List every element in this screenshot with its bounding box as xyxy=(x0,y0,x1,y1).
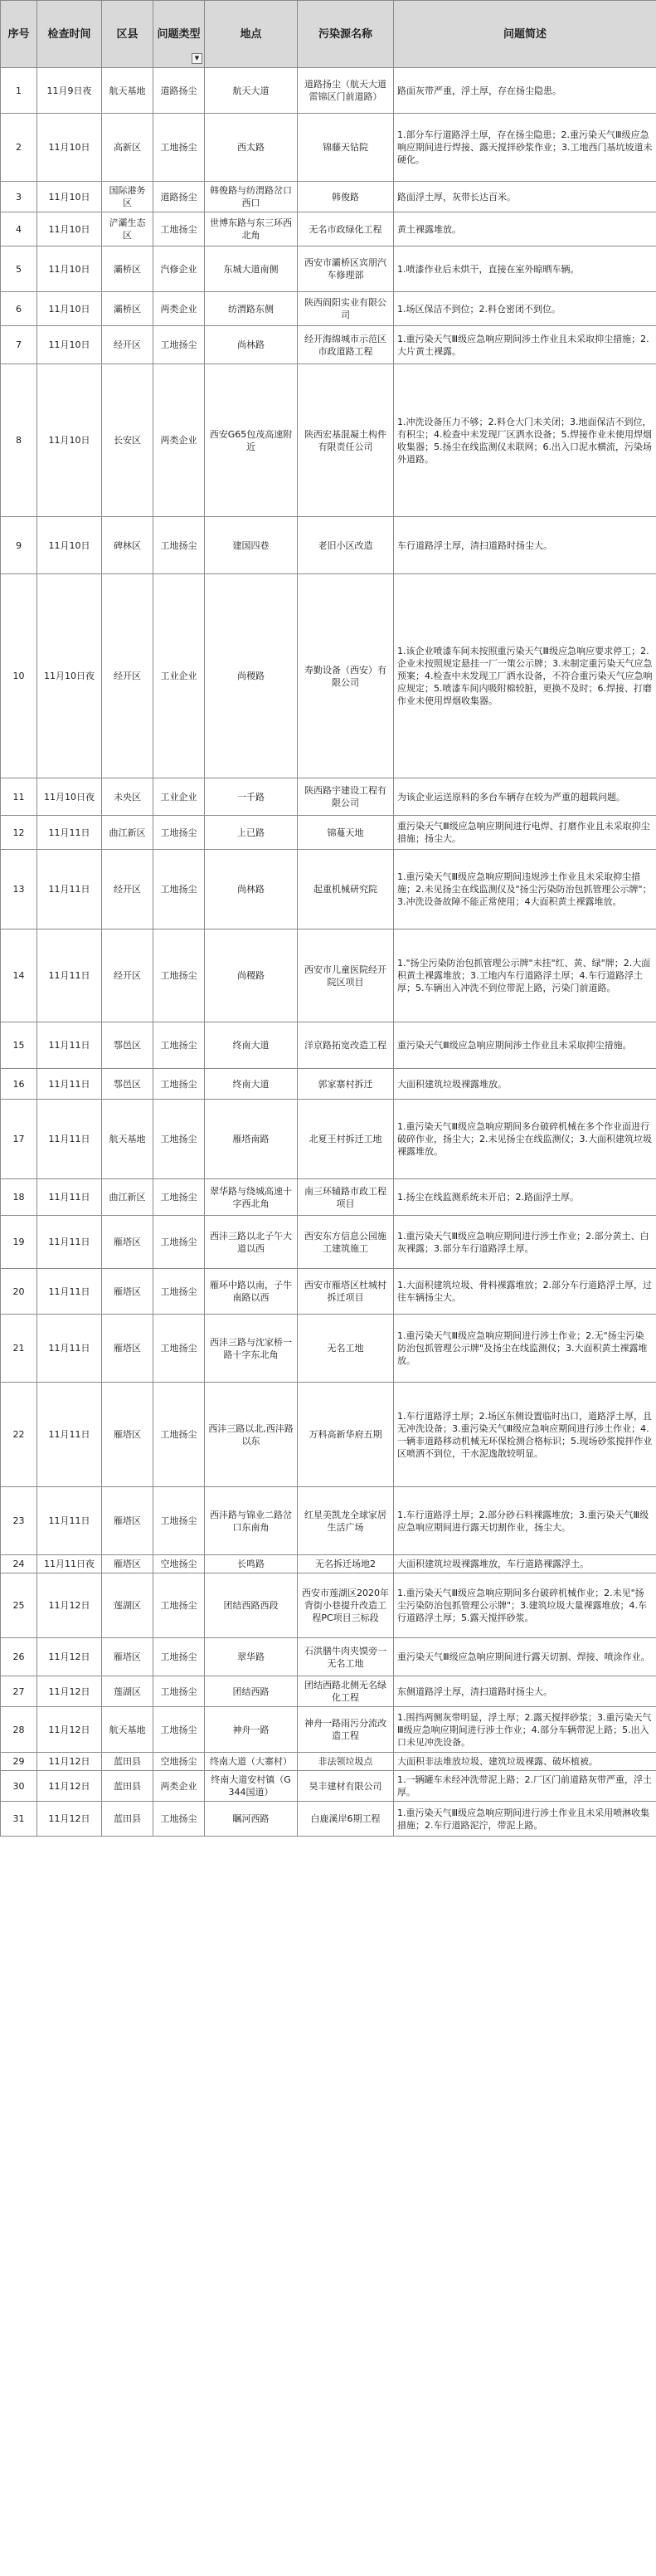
cell-district: 鄠邑区 xyxy=(102,1022,153,1069)
table-row xyxy=(1,1573,656,1638)
cell-type: 工业企业 xyxy=(153,574,205,778)
cell-type: 工地扬尘 xyxy=(153,1676,205,1707)
table-row xyxy=(1,1022,656,1069)
table-row xyxy=(1,1555,656,1573)
cell-source: 陕西路宇建设工程有限公司 xyxy=(298,778,394,816)
cell-desc: 1.重污染天气Ⅲ级应急响应期间多台破碎机械在多个作业面进行破碎作业，扬尘大；2.未见扬尘在线监测仪；3.大面积建筑垃圾裸露堆放。 xyxy=(394,1100,656,1179)
dropdown-filter-icon[interactable]: ▼ xyxy=(192,53,202,64)
cell-seq: 26 xyxy=(1,1638,37,1676)
table-row xyxy=(1,1802,656,1837)
cell-date: 11月10日 xyxy=(37,517,102,574)
cell-location: 神舟一路 xyxy=(205,1707,298,1753)
cell-date: 11月11日 xyxy=(37,1315,102,1383)
cell-source: 西安市儿童医院经开院区项目 xyxy=(298,929,394,1022)
cell-desc: 大面积建筑垃圾裸露堆放。 xyxy=(394,1069,656,1100)
cell-type: 两类企业 xyxy=(153,292,205,326)
cell-type: 工地扬尘 xyxy=(153,1022,205,1069)
cell-seq: 7 xyxy=(1,326,37,364)
cell-source: 团结西路北侧无名绿化工程 xyxy=(298,1676,394,1707)
cell-source: 西安市灞桥区宾朋汽车修理部 xyxy=(298,246,394,292)
cell-desc: 1."扬尘污染防治包抓管理公示牌"未挂"红、黄、绿"牌；2.大面积黄土裸露堆放；3.工地内车行道路浮土厚；4.车行道路浮土厚；5.车辆出入冲洗不到位带泥上路，污染门前道路。 xyxy=(394,929,656,1022)
cell-desc: 1.大面积建筑垃圾、骨料裸露堆放；2.部分车行道路浮土厚，过往车辆扬尘大。 xyxy=(394,1269,656,1315)
cell-location: 西安G65包茂高速附近 xyxy=(205,364,298,517)
cell-seq: 12 xyxy=(1,816,37,850)
cell-seq: 18 xyxy=(1,1179,37,1216)
cell-source: 陕西阎阳实业有限公司 xyxy=(298,292,394,326)
cell-type: 空地扬尘 xyxy=(153,1555,205,1573)
cell-date: 11月10日 xyxy=(37,114,102,182)
cell-desc: 1.扬尘在线监测系统未开启；2.路面浮土厚。 xyxy=(394,1179,656,1216)
cell-desc: 1.部分车行道路浮土厚，存在扬尘隐患；2.重污染天气Ⅲ级应急响应期间进行焊接、露天搅拌砂浆作业；3.工地西门基坑坡道未硬化。 xyxy=(394,114,656,182)
cell-date: 11月11日 xyxy=(37,929,102,1022)
cell-seq: 10 xyxy=(1,574,37,778)
cell-location: 尚稷路 xyxy=(205,929,298,1022)
table-row xyxy=(1,1487,656,1555)
cell-date: 11月12日 xyxy=(37,1753,102,1771)
cell-district: 雁塔区 xyxy=(102,1638,153,1676)
table-row xyxy=(1,1069,656,1100)
cell-district: 雁塔区 xyxy=(102,1269,153,1315)
cell-district: 雁塔区 xyxy=(102,1315,153,1383)
cell-seq: 21 xyxy=(1,1315,37,1383)
cell-source: 经开海绵城市示范区市政道路工程 xyxy=(298,326,394,364)
table-row xyxy=(1,212,656,246)
table-row xyxy=(1,182,656,212)
table-row xyxy=(1,1216,656,1269)
cell-location: 尚林路 xyxy=(205,850,298,929)
cell-desc: 1.一辆罐车未经冲洗带泥上路；2.厂区门前道路灰带严重，浮土厚。 xyxy=(394,1771,656,1802)
cell-district: 航天基地 xyxy=(102,1707,153,1753)
cell-desc: 路面浮土厚，灰带长达百米。 xyxy=(394,182,656,212)
cell-source: 西安市雁塔区杜城村拆迁项目 xyxy=(298,1269,394,1315)
cell-source: 白鹿溪岸6期工程 xyxy=(298,1802,394,1837)
cell-desc: 1.车行道路浮土厚；2.部分砂石料裸露堆放；3.重污染天气Ⅲ级应急响应期间进行露天切割作业，扬尘大。 xyxy=(394,1487,656,1555)
cell-seq: 8 xyxy=(1,364,37,517)
cell-type: 空地扬尘 xyxy=(153,1753,205,1771)
cell-seq: 1 xyxy=(1,68,37,114)
cell-type: 工地扬尘 xyxy=(153,929,205,1022)
table-row xyxy=(1,1753,656,1771)
cell-desc: 重污染天气Ⅲ级应急响应期间进行露天切割、焊接、喷涂作业。 xyxy=(394,1638,656,1676)
cell-desc: 大面积建筑垃圾裸露堆放，车行道路裸露浮土。 xyxy=(394,1555,656,1573)
cell-type: 工地扬尘 xyxy=(153,850,205,929)
cell-source: 神舟一路雨污分流改造工程 xyxy=(298,1707,394,1753)
cell-date: 11月11日 xyxy=(37,1383,102,1487)
cell-seq: 19 xyxy=(1,1216,37,1269)
cell-desc: 1.重污染天气Ⅲ级应急响应期间进行涉土作业且未采用喷淋收集措施；2.车行道路泥泞，带泥上路。 xyxy=(394,1802,656,1837)
cell-seq: 2 xyxy=(1,114,37,182)
cell-source: 锦藤天钻院 xyxy=(298,114,394,182)
cell-location: 终南大道 xyxy=(205,1022,298,1069)
cell-type: 工地扬尘 xyxy=(153,1638,205,1676)
cell-location: 翠华路与绕城高速十字西北角 xyxy=(205,1179,298,1216)
cell-seq: 24 xyxy=(1,1555,37,1573)
cell-district: 灞桥区 xyxy=(102,246,153,292)
cell-type: 工地扬尘 xyxy=(153,1383,205,1487)
cell-location: 团结西路 xyxy=(205,1676,298,1707)
table-row xyxy=(1,364,656,517)
cell-source: 北夏王村拆迁工地 xyxy=(298,1100,394,1179)
cell-location: 雁环中路以南，子牛南路以西 xyxy=(205,1269,298,1315)
table-row xyxy=(1,1638,656,1676)
cell-source: 韩俊路 xyxy=(298,182,394,212)
cell-seq: 4 xyxy=(1,212,37,246)
cell-location: 一千路 xyxy=(205,778,298,816)
cell-date: 11月10日 xyxy=(37,246,102,292)
cell-date: 11月11日 xyxy=(37,1100,102,1179)
cell-date: 11月11日 xyxy=(37,1269,102,1315)
cell-location: 团结西路西段 xyxy=(205,1573,298,1638)
cell-source: 郭家寨村拆迁 xyxy=(298,1069,394,1100)
table-row xyxy=(1,1315,656,1383)
table-row xyxy=(1,1707,656,1753)
cell-desc: 1.重污染天气Ⅲ级应急响应期间进行涉土作业；2.无"扬尘污染防治包抓管理公示牌"及扬尘在线监测仪；3.大面积黄土裸露堆放。 xyxy=(394,1315,656,1383)
cell-seq: 30 xyxy=(1,1771,37,1802)
cell-desc: 东侧道路浮土厚，清扫道路时扬尘大。 xyxy=(394,1676,656,1707)
cell-seq: 14 xyxy=(1,929,37,1022)
cell-type: 工地扬尘 xyxy=(153,517,205,574)
header-date: 检查时间 xyxy=(37,1,102,68)
cell-source: 非法领垃圾点 xyxy=(298,1753,394,1771)
cell-location: 纺渭路东侧 xyxy=(205,292,298,326)
cell-desc: 大面积非法堆放垃圾、建筑垃圾裸露、破坏植被。 xyxy=(394,1753,656,1771)
table-row xyxy=(1,1771,656,1802)
cell-date: 11月11日 xyxy=(37,816,102,850)
cell-date: 11月12日 xyxy=(37,1771,102,1802)
cell-seq: 16 xyxy=(1,1069,37,1100)
cell-desc: 1.重污染天气Ⅲ级应急响应期间多台破碎机械作业；2.未见"扬尘污染防治包抓管理公示牌"；3.建筑垃圾大量裸露堆放；4.车行道路浮土厚；5.露天搅拌砂浆。 xyxy=(394,1573,656,1638)
cell-type: 工地扬尘 xyxy=(153,1100,205,1179)
table-row xyxy=(1,1179,656,1216)
cell-desc: 1.围挡两侧灰带明显，浮土厚；2.露天搅拌砂浆；3.重污染天气Ⅲ级应急响应期间进行涉土作业；4.部分车辆带泥上路；5.出入口未见冲洗设备。 xyxy=(394,1707,656,1753)
cell-type: 工地扬尘 xyxy=(153,114,205,182)
cell-source: 老旧小区改造 xyxy=(298,517,394,574)
cell-seq: 3 xyxy=(1,182,37,212)
cell-location: 终南大道 xyxy=(205,1069,298,1100)
cell-location: 尚林路 xyxy=(205,326,298,364)
cell-district: 曲江新区 xyxy=(102,816,153,850)
cell-type: 工地扬尘 xyxy=(153,1216,205,1269)
cell-desc: 1.冲洗设备压力不够；2.料仓大门未关闭；3.地面保洁不到位，有积尘；4.检查中未发现厂区洒水设备；5.焊接作业未使用焊烟收集器；5.扬尘在线监测仪未联网；6.出入口泥水横流，污染场外道路。 xyxy=(394,364,656,517)
cell-district: 经开区 xyxy=(102,326,153,364)
table-row xyxy=(1,850,656,929)
cell-location: 世博东路与东三环西北角 xyxy=(205,212,298,246)
table-row xyxy=(1,68,656,114)
cell-location: 翠华路 xyxy=(205,1638,298,1676)
cell-seq: 25 xyxy=(1,1573,37,1638)
cell-district: 高新区 xyxy=(102,114,153,182)
cell-location: 东城大道南侧 xyxy=(205,246,298,292)
cell-source: 无名市政绿化工程 xyxy=(298,212,394,246)
cell-desc: 黄土裸露堆放。 xyxy=(394,212,656,246)
cell-district: 雁塔区 xyxy=(102,1555,153,1573)
cell-desc: 重污染天气Ⅲ级应急响应期间进行电焊、打磨作业且未采取抑尘措施；扬尘大。 xyxy=(394,816,656,850)
cell-district: 曲江新区 xyxy=(102,1179,153,1216)
cell-desc: 1.重污染天气Ⅲ级应急响应期间进行涉土作业；2.部分黄土、白灰裸露；3.部分车行道路浮土厚。 xyxy=(394,1216,656,1269)
cell-source: 西安东方信息公园施工建筑施工 xyxy=(298,1216,394,1269)
cell-desc: 1.该企业喷漆车间未按照重污染天气Ⅲ级应急响应要求停工；2.企业未按照规定悬挂一厂一策公示牌；3.未制定重污染天气应急预案；4.检查中未发现工厂洒水设备，不符合重污染天气应急响应规定；5.喷漆车间内吸附棉较脏，更换不及时；6.焊接、打磨作业未使用焊烟收集器。 xyxy=(394,574,656,778)
cell-location: 韩俊路与纺渭路岔口西口 xyxy=(205,182,298,212)
cell-type: 工地扬尘 xyxy=(153,1487,205,1555)
cell-date: 11月12日 xyxy=(37,1802,102,1837)
cell-source: 洋京路拓宽改造工程 xyxy=(298,1022,394,1069)
cell-location: 雁塔南路 xyxy=(205,1100,298,1179)
cell-district: 航天基地 xyxy=(102,1100,153,1179)
cell-district: 灞桥区 xyxy=(102,292,153,326)
cell-district: 蓝田县 xyxy=(102,1753,153,1771)
table-row xyxy=(1,292,656,326)
table-row xyxy=(1,778,656,816)
cell-location: 终南大道安村镇（G344国道） xyxy=(205,1771,298,1802)
cell-location: 西沣路与锦业二路岔口东南角 xyxy=(205,1487,298,1555)
table-row xyxy=(1,246,656,292)
header-seq: 序号 xyxy=(1,1,37,68)
cell-source: 锦蔓天地 xyxy=(298,816,394,850)
cell-district: 经开区 xyxy=(102,574,153,778)
cell-desc: 为该企业运送原料的多台车辆存在较为严重的超载问题。 xyxy=(394,778,656,816)
cell-type: 工地扬尘 xyxy=(153,1269,205,1315)
cell-date: 11月11日 xyxy=(37,1216,102,1269)
cell-district: 莲湖区 xyxy=(102,1573,153,1638)
cell-date: 11月11日 xyxy=(37,850,102,929)
cell-seq: 22 xyxy=(1,1383,37,1487)
cell-district: 雁塔区 xyxy=(102,1383,153,1487)
cell-date: 11月12日 xyxy=(37,1638,102,1676)
cell-date: 11月10日 xyxy=(37,212,102,246)
cell-seq: 5 xyxy=(1,246,37,292)
cell-date: 11月12日 xyxy=(37,1676,102,1707)
cell-location: 尚稷路 xyxy=(205,574,298,778)
cell-source: 道路扬尘（航天大道雷锦区门前道路） xyxy=(298,68,394,114)
table-row xyxy=(1,1100,656,1179)
cell-type: 工地扬尘 xyxy=(153,1179,205,1216)
cell-location: 西沣三路以北,西沣路以东 xyxy=(205,1383,298,1487)
cell-source: 起重机械研究院 xyxy=(298,850,394,929)
cell-date: 11月10日 xyxy=(37,326,102,364)
cell-date: 11月11日 xyxy=(37,1022,102,1069)
cell-date: 11月10日 xyxy=(37,364,102,517)
cell-type: 工地扬尘 xyxy=(153,1573,205,1638)
cell-type: 工地扬尘 xyxy=(153,816,205,850)
cell-seq: 23 xyxy=(1,1487,37,1555)
cell-location: 上已路 xyxy=(205,816,298,850)
cell-seq: 13 xyxy=(1,850,37,929)
cell-location: 西沣三路以北子午大道以西 xyxy=(205,1216,298,1269)
cell-source: 无名工地 xyxy=(298,1315,394,1383)
cell-date: 11月11日 xyxy=(37,1179,102,1216)
cell-district: 莲湖区 xyxy=(102,1676,153,1707)
cell-desc: 1.车行道路浮土厚；2.场区东侧设置临时出口，道路浮土厚，且无冲洗设备；3.重污染天气Ⅲ级应急响应期间进行涉土作业；4.一辆非道路移动机械无环保检测合格标识；5.现场砂浆搅拌作业区喷洒不到位，干水泥逸散较明显。 xyxy=(394,1383,656,1487)
cell-district: 蓝田县 xyxy=(102,1771,153,1802)
table-row xyxy=(1,326,656,364)
cell-seq: 15 xyxy=(1,1022,37,1069)
table-body xyxy=(1,68,656,1837)
header-location: 地点 xyxy=(205,1,298,68)
cell-source: 无名拆迁场地2 xyxy=(298,1555,394,1573)
cell-district: 未央区 xyxy=(102,778,153,816)
cell-seq: 29 xyxy=(1,1753,37,1771)
cell-date: 11月11日 xyxy=(37,1069,102,1100)
cell-district: 航天基地 xyxy=(102,68,153,114)
cell-location: 航天大道 xyxy=(205,68,298,114)
cell-desc: 路面灰带严重，浮土厚，存在扬尘隐患。 xyxy=(394,68,656,114)
header-type-label: 问题类型 xyxy=(157,27,201,41)
cell-type: 道路扬尘 xyxy=(153,68,205,114)
cell-seq: 6 xyxy=(1,292,37,326)
cell-date: 11月11日夜 xyxy=(37,1555,102,1573)
table-row xyxy=(1,929,656,1022)
cell-location: 终南大道（大寨村） xyxy=(205,1753,298,1771)
cell-date: 11月12日 xyxy=(37,1573,102,1638)
cell-type: 两类企业 xyxy=(153,1771,205,1802)
header-desc: 问题简述 xyxy=(394,1,656,68)
table-row xyxy=(1,1269,656,1315)
cell-date: 11月10日夜 xyxy=(37,574,102,778)
header-district: 区县 xyxy=(102,1,153,68)
cell-location: 瞩河西路 xyxy=(205,1802,298,1837)
cell-seq: 11 xyxy=(1,778,37,816)
cell-district: 经开区 xyxy=(102,929,153,1022)
cell-district: 鄠邑区 xyxy=(102,1069,153,1100)
cell-district: 蓝田县 xyxy=(102,1802,153,1837)
cell-date: 11月12日 xyxy=(37,1707,102,1753)
cell-seq: 9 xyxy=(1,517,37,574)
cell-date: 11月10日 xyxy=(37,292,102,326)
cell-source: 南三环辅路市政工程项目 xyxy=(298,1179,394,1216)
cell-source: 昊丰建材有限公司 xyxy=(298,1771,394,1802)
cell-source: 万科高新华府五期 xyxy=(298,1383,394,1487)
cell-location: 长鸣路 xyxy=(205,1555,298,1573)
cell-type: 工业企业 xyxy=(153,778,205,816)
header-source: 污染源名称 xyxy=(298,1,394,68)
cell-location: 西沣三路与沈家桥一路十字东北角 xyxy=(205,1315,298,1383)
cell-source: 红星美凯龙全球家居生活广场 xyxy=(298,1487,394,1555)
cell-source: 陕西宏基混凝土构件有限责任公司 xyxy=(298,364,394,517)
cell-type: 汽修企业 xyxy=(153,246,205,292)
table-row xyxy=(1,114,656,182)
cell-type: 工地扬尘 xyxy=(153,1802,205,1837)
cell-type: 工地扬尘 xyxy=(153,1707,205,1753)
table-row xyxy=(1,517,656,574)
cell-type: 工地扬尘 xyxy=(153,1315,205,1383)
table-row xyxy=(1,1676,656,1707)
cell-district: 国际港务区 xyxy=(102,182,153,212)
table-row xyxy=(1,574,656,778)
cell-date: 11月10日 xyxy=(37,182,102,212)
cell-desc: 1.重污染天气Ⅲ级应急响应期间违规涉土作业且未采取抑尘措施；2.未见扬尘在线监测仪及"扬尘污染防治包抓管理公示牌"；3.冲洗设备故障不能正常使用；4大面积黄土裸露堆放。 xyxy=(394,850,656,929)
cell-type: 工地扬尘 xyxy=(153,1069,205,1100)
cell-desc: 1.重污染天气Ⅲ级应急响应期间涉土作业且未采取抑尘措施；2.大片黄土裸露。 xyxy=(394,326,656,364)
header-type[interactable] xyxy=(153,1,205,68)
cell-source: 石洪膳牛肉夹馍旁一无名工地 xyxy=(298,1638,394,1676)
cell-district: 长安区 xyxy=(102,364,153,517)
cell-seq: 20 xyxy=(1,1269,37,1315)
cell-district: 经开区 xyxy=(102,850,153,929)
cell-seq: 17 xyxy=(1,1100,37,1179)
cell-district: 雁塔区 xyxy=(102,1216,153,1269)
table-row xyxy=(1,816,656,850)
cell-type: 工地扬尘 xyxy=(153,212,205,246)
cell-desc: 1.喷漆作业后未烘干，直接在室外晾晒车辆。 xyxy=(394,246,656,292)
cell-date: 11月10日夜 xyxy=(37,778,102,816)
cell-location: 建国四巷 xyxy=(205,517,298,574)
cell-district: 雁塔区 xyxy=(102,1487,153,1555)
cell-district: 浐灞生态区 xyxy=(102,212,153,246)
cell-desc: 1.场区保洁不到位；2.料仓密闭不到位。 xyxy=(394,292,656,326)
cell-location: 西太路 xyxy=(205,114,298,182)
cell-desc: 车行道路浮土厚，清扫道路时扬尘大。 xyxy=(394,517,656,574)
cell-source: 寿勤设备（西安）有限公司 xyxy=(298,574,394,778)
cell-district: 碑林区 xyxy=(102,517,153,574)
table-header xyxy=(1,1,656,68)
cell-seq: 31 xyxy=(1,1802,37,1837)
cell-seq: 28 xyxy=(1,1707,37,1753)
cell-date: 11月9日夜 xyxy=(37,68,102,114)
table-row xyxy=(1,1383,656,1487)
cell-seq: 27 xyxy=(1,1676,37,1707)
cell-date: 11月11日 xyxy=(37,1487,102,1555)
cell-source: 西安市莲湖区2020年背街小巷提升改造工程PC项目三标段 xyxy=(298,1573,394,1638)
cell-desc: 重污染天气Ⅲ级应急响应期间涉土作业且未采取抑尘措施。 xyxy=(394,1022,656,1069)
cell-type: 两类企业 xyxy=(153,364,205,517)
cell-type: 道路扬尘 xyxy=(153,182,205,212)
cell-type: 工地扬尘 xyxy=(153,326,205,364)
